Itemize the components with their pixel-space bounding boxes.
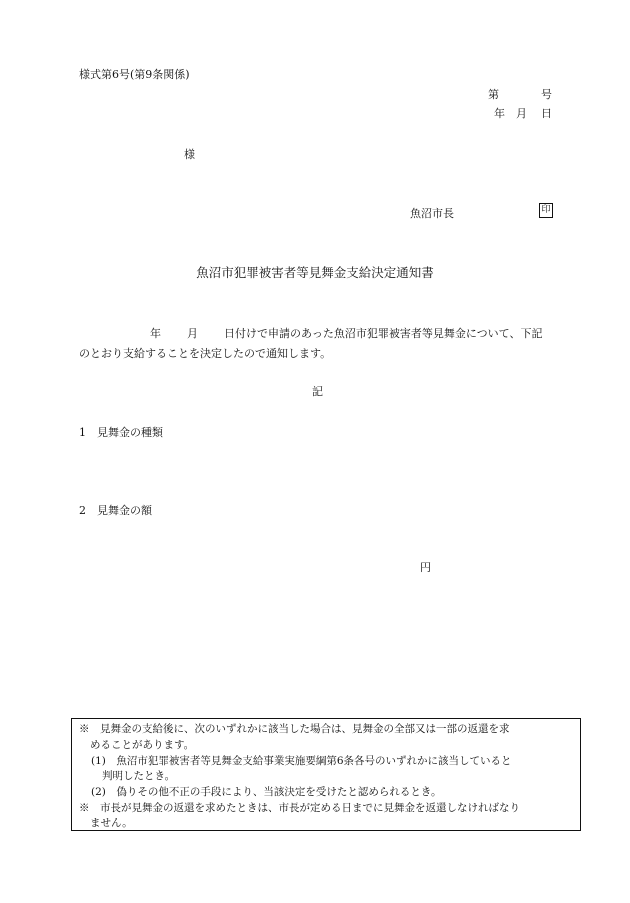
sender-mayor: 魚沼市長: [410, 207, 454, 220]
addressee-honorific: 様: [184, 148, 195, 161]
note-1-sub1-line2: 判明したとき。: [102, 770, 176, 782]
body-text-line2: のとおり支給することを決定したので通知します。: [79, 347, 332, 360]
item-amount-heading: 2 見舞金の額: [79, 504, 152, 517]
note-1-line1: ※ 見舞金の支給後に、次のいずれかに該当した場合は、見舞金の全部又は一部の返還を求: [79, 723, 510, 735]
body-month-label: 月: [187, 327, 198, 340]
document-title: 魚沼市犯罪被害者等見舞金支給決定通知書: [196, 265, 434, 280]
note-1-sub1-line1: (1) 魚沼市犯罪被害者等見舞金支給事業実施要綱第6条各号のいずれかに該当していると: [91, 755, 512, 767]
document-number-prefix: 第: [488, 88, 499, 101]
note-2-line1: ※ 市長が見舞金の返還を求めたときは、市長が定める日までに見舞金を返還しなければなり: [79, 802, 520, 814]
body-year-label: 年: [150, 327, 161, 340]
item-type-heading: 1 見舞金の種類: [79, 426, 163, 439]
amount-yen-unit: 円: [420, 561, 431, 574]
note-1-line2: めることがあります。: [90, 739, 195, 751]
date-day-label: 日: [541, 107, 552, 120]
ki-heading: 記: [312, 385, 323, 398]
form-number-label: 様式第6号(第9条関係): [79, 68, 190, 81]
notes-box: [71, 718, 581, 831]
body-text-line1: 日付けで申請のあった魚沼市犯罪被害者等見舞金について、下記: [224, 327, 543, 340]
note-1-sub2: (2) 偽りその他不正の手段により、当該決定を受けたと認められるとき。: [91, 786, 442, 798]
document-number-suffix: 号: [541, 88, 552, 101]
date-year-label: 年: [494, 107, 505, 120]
note-2-line2: ません。: [90, 817, 133, 829]
seal-box: 印: [539, 203, 553, 218]
date-month-label: 月: [516, 107, 527, 120]
